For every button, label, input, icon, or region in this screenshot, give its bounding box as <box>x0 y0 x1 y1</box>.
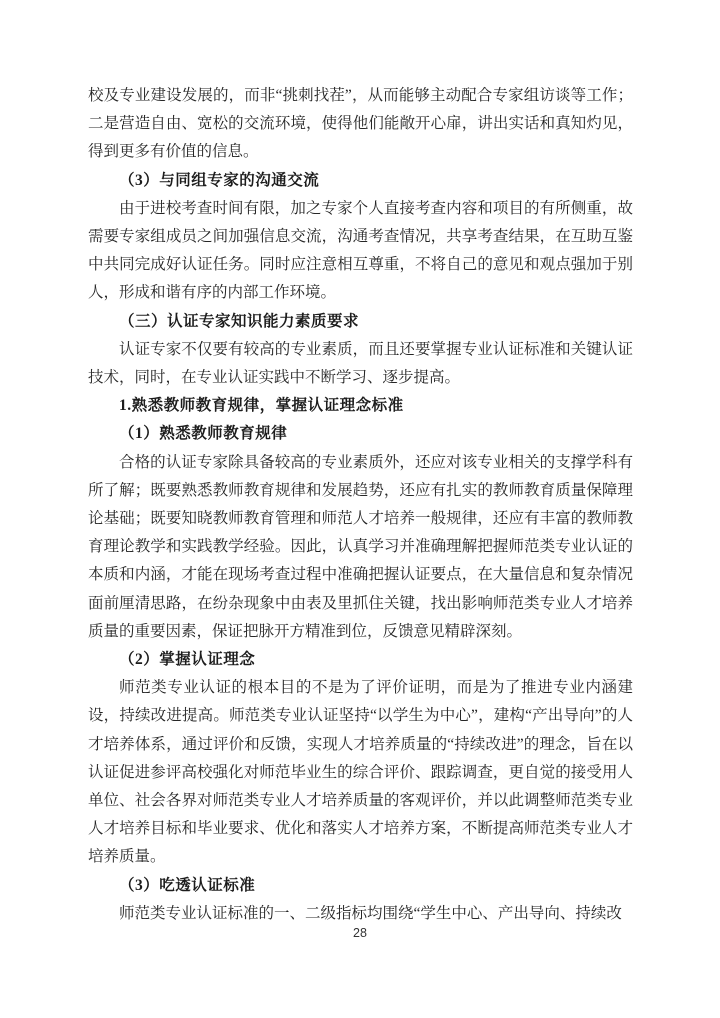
document-body <box>88 82 633 928</box>
body-paragraph: 校及专业建设发展的，而非“挑刺找茬”，从而能够主动配合专家组访谈等工作；二是营造自由、宽松的交流环境，使得他们能敞开心扉，讲出实话和真知灼见，得到更多有价值的信息。 <box>88 87 633 161</box>
body-paragraph: 认证专家不仅要有较高的专业素质，而且还要掌握专业认证标准和关键认证技术，同时，在专业认证实践中不断学习、逐步提高。 <box>88 340 633 387</box>
section-heading: （三）认证专家知识能力素质要求 <box>119 312 360 330</box>
section-heading: （3）吃透认证标准 <box>119 876 256 894</box>
section-heading: （2）掌握认证理念 <box>119 651 256 669</box>
body-paragraph: 由于进校考查时间有限，加之专家个人直接考查内容和项目的有所侧重，故需要专家组成员之间加强信息交流，沟通考查情况，共享考查结果，在互助互鉴中共同完成好认证任务。同时应注意相互尊重，不将自己的意见和观点强加于别人，形成和谐有序的内部工作环境。 <box>88 199 633 302</box>
section-heading: （1）熟悉教师教育规律 <box>119 425 288 443</box>
page-number: 28 <box>353 926 367 940</box>
body-paragraph: 合格的认证专家除具备较高的专业素质外，还应对该专业相关的支撑学科有所了解；既要熟悉教师教育规律和发展趋势，还应有扎实的教师教育质量保障理论基础；既要知晓教师教育管理和师范人才培养一般规律，还应有丰富的教师教育理论教学和实践教学经验。因此，认真学习并准确理解把握师范类专业认证的本质和内涵，才能在现场考查过程中准确把握认证要点，在大量信息和复杂情况面前厘清思路，在纷杂现象中由表及里抓住关键，找出影响师范类专业人才培养质量的重要因素，保证把脉开方精准到位，反馈意见精辟深刻。 <box>88 453 633 640</box>
body-paragraph: 师范类专业认证的根本目的不是为了评价证明，而是为了推进专业内涵建设，持续改进提高。师范类专业认证坚持“以学生为中心”，建构“产出导向”的人才培养体系，通过评价和反馈，实现人才培养质量的“持续改进”的理念，旨在以认证促进参评高校强化对师范毕业生的综合评价、跟踪调查，更自觉的接受用人单位、社会各界对师范类专业人才培养质量的客观评价，并以此调整师范类专业人才培养目标和毕业要求、优化和落实人才培养方案，不断提高师范类专业人才培养质量。 <box>88 679 633 866</box>
section-heading: 1.熟悉教师教育规律，掌握认证理念标准 <box>119 397 404 415</box>
section-heading: （3）与同组专家的沟通交流 <box>119 171 320 189</box>
body-paragraph: 师范类专业认证标准的一、二级指标均围绕“学生中心、产出导向、持续改 <box>119 904 622 922</box>
